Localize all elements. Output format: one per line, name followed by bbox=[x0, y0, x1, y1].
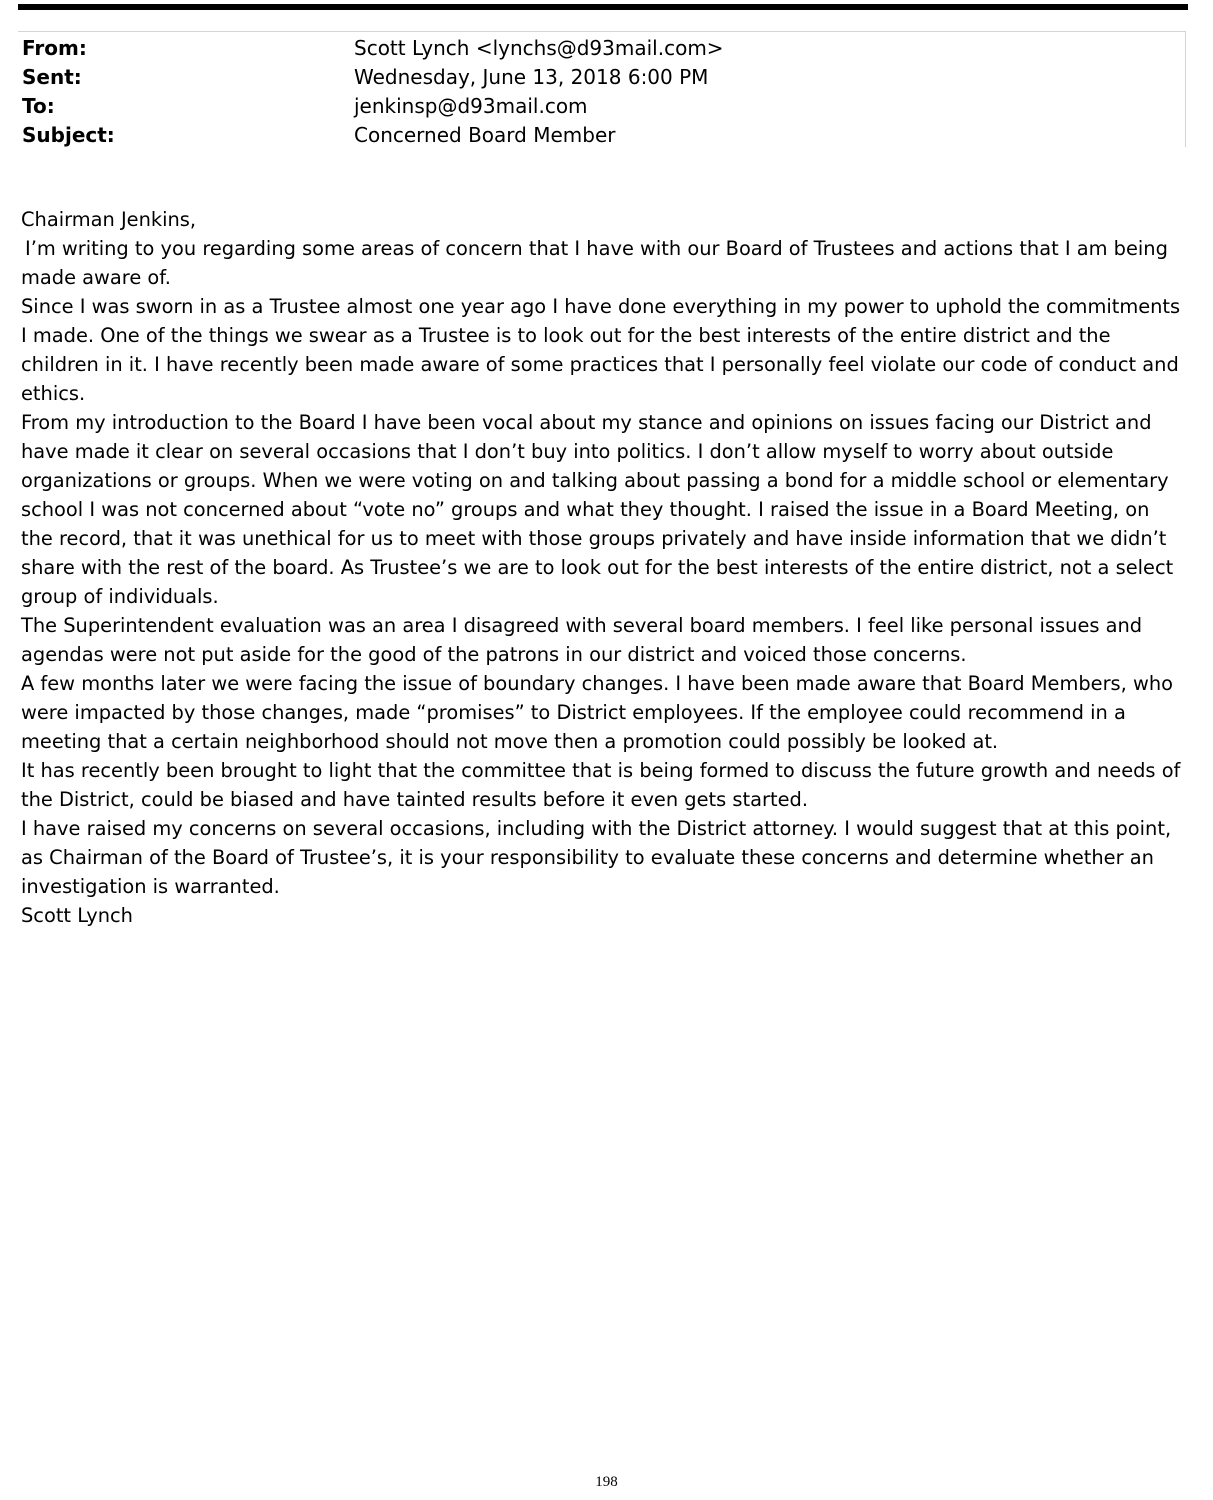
page-number: 198 bbox=[595, 1474, 618, 1490]
body-paragraph: A few months later we were facing the issue of boundary changes. I have been made aware that Board Members, who were impacted by those changes, made “promises” to District employees. If the employee could recommend in a meeting that a certain neighborhood should not move then a promotion could possibly be looked at. bbox=[21, 672, 1173, 753]
sent-value: Wednesday, June 13, 2018 6:00 PM bbox=[354, 65, 709, 89]
greeting: Chairman Jenkins, bbox=[21, 208, 197, 231]
body-paragraph: It has recently been brought to light that the committee that is being formed to discuss the future growth and needs of the District, could be biased and have tainted results before it even gets started. bbox=[21, 759, 1181, 811]
subject-label: Subject: bbox=[22, 123, 115, 147]
top-rule bbox=[18, 4, 1188, 10]
signature: Scott Lynch bbox=[21, 904, 133, 927]
to-value: jenkinsp@d93mail.com bbox=[354, 94, 588, 118]
body-paragraph: I’m writing to you regarding some areas of concern that I have with our Board of Trustees and actions that I am being made aware of. bbox=[21, 237, 1168, 289]
email-body bbox=[21, 205, 1181, 930]
from-label: From: bbox=[22, 36, 87, 60]
body-paragraph: From my introduction to the Board I have been vocal about my stance and opinions on issues facing our District and have made it clear on several occasions that I don’t buy into politics. I don’t allow myself to worry about outside organizations or groups. When we were voting on and talking about passing a bond for a middle school or elementary school I was not concerned about “vote no” groups and what they thought. I raised the issue in a Board Meeting, on the record, that it was unethical for us to meet with those groups privately and have inside information that we didn’t share with the rest of the board. As Trustee’s we are to look out for the best interests of the entire district, not a select group of individuals. bbox=[21, 411, 1174, 608]
to-label: To: bbox=[22, 94, 55, 118]
body-paragraph: Since I was sworn in as a Trustee almost one year ago I have done everything in my power to uphold the commitments I made. One of the things we swear as a Trustee is to look out for the best interests of the entire district and the children in it. I have recently been made aware of some practices that I personally feel violate our code of conduct and ethics. bbox=[21, 295, 1181, 405]
subject-value: Concerned Board Member bbox=[354, 123, 616, 147]
body-paragraph: I have raised my concerns on several occasions, including with the District attorney. I would suggest that at this point, as Chairman of the Board of Trustee’s, it is your responsibility to evaluate these concerns and determine whether an investigation is warranted. bbox=[21, 817, 1172, 898]
body-paragraph: The Superintendent evaluation was an area I disagreed with several board members. I feel like personal issues and agendas were not put aside for the good of the patrons in our district and voiced those concerns. bbox=[21, 614, 1143, 666]
sent-label: Sent: bbox=[22, 65, 82, 89]
from-value: Scott Lynch <lynchs@d93mail.com> bbox=[354, 36, 724, 60]
